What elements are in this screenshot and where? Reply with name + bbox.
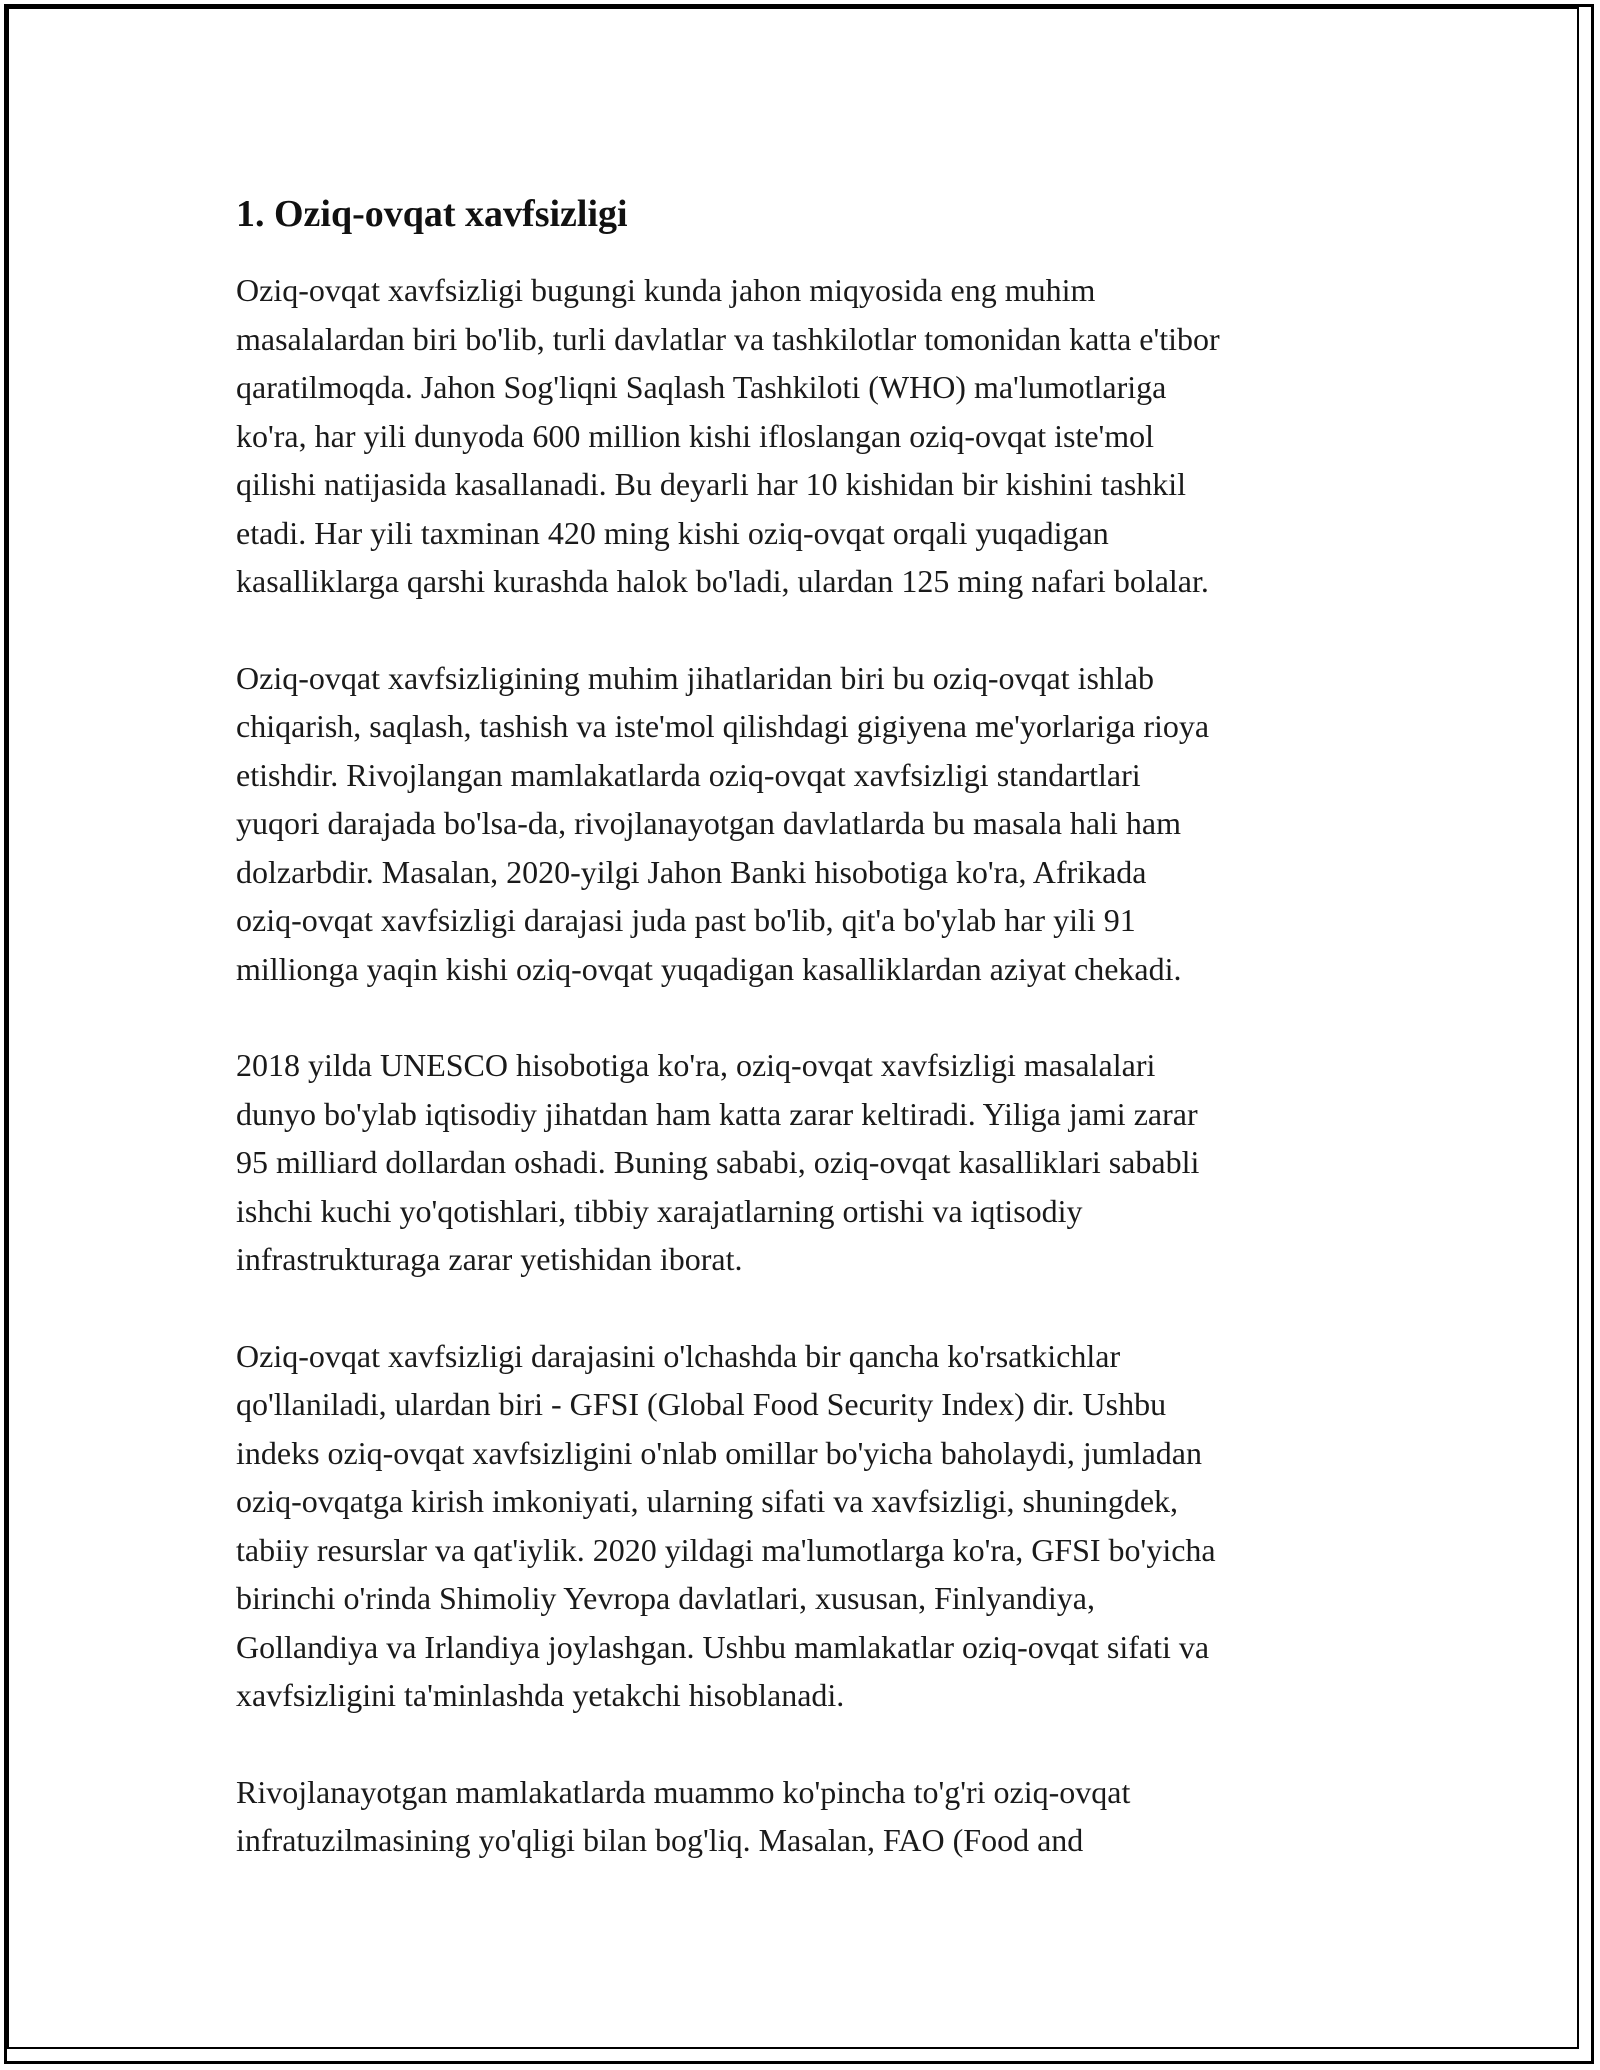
section-title: 1. Oziq-ovqat xavfsizligi xyxy=(236,193,628,235)
paragraph-5: Rivojlanayotgan mamlakatlarda muammo ko'pincha to'g'ri oziq-ovqat infratuzilmasining yo'qligi bilan bog'liq. Masalan, FAO (Food and xyxy=(236,1773,1131,1858)
paragraph-2: Oziq-ovqat xavfsizligining muhim jihatlaridan biri bu oziq-ovqat ishlab chiqarish, saqlash, tashish va iste'mol qilishdagi gigiyena me'yorlariga rioya etishdir. Rivojlangan mamlakatlarda oziq-ovqat xavfsizligi standartlari yuqori darajada bo'lsa-da, rivojlanayotgan davlatlarda bu masala hali ham dolzarbdir. Masalan, 2020-yilgi Jahon Banki hisobotiga ko'ra, Afrikada oziq-ovqat xavfsizligi darajasi juda past bo'lib, qit'a bo'ylab har yili 91 millionga yaqin kishi oziq-ovqat yuqadigan kasalliklardan aziyat chekadi. xyxy=(236,659,1210,987)
paragraph-1: Oziq-ovqat xavfsizligi bugungi kunda jahon miqyosida eng muhim masalalardan biri bo'lib, turli davlatlar va tashkilotlar tomonidan katta e'tibor qaratilmoqda. Jahon Sog'liqni Saqlash Tashkiloti (WHO) ma'lumotlariga ko'ra, har yili dunyoda 600 million kishi ifloslangan oziq-ovqat iste'mol qilishi natijasida kasallanadi. Bu deyarli har 10 kishidan bir kishini tashkil etadi. Har yili taxminan 420 ming kishi oziq-ovqat orqali yuqadigan kasalliklarga qarshi kurashda halok bo'ladi, ulardan 125 ming nafari bolalar. xyxy=(236,272,1220,599)
paragraph-3: 2018 yilda UNESCO hisobotiga ko'ra, oziq-ovqat xavfsizligi masalalari dunyo bo'ylab iqtisodiy jihatdan ham katta zarar keltiradi. Yiliga jami zarar 95 milliard dollardan oshadi. Buning sababi, oziq-ovqat kasalliklari sababli ishchi kuchi yo'qotishlari, tibbiy xarajatlarning ortishi va iqtisodiy infrastrukturaga zarar yetishidan iborat. xyxy=(236,1047,1200,1277)
document-body xyxy=(236,190,1376,1913)
paragraph-4: Oziq-ovqat xavfsizligi darajasini o'lchashda bir qancha ko'rsatkichlar qo'llaniladi, ulardan biri - GFSI (Global Food Security Index) dir. Ushbu indeks oziq-ovqat xavfsizligini o'nlab omillar bo'yicha baholaydi, jumladan oziq-ovqatga kirish imkoniyati, ularning sifati va xavfsizligi, shuningdek, tabiiy resurslar va qat'iylik. 2020 yildagi ma'lumotlarga ko'ra, GFSI bo'yicha birinchi o'rinda Shimoliy Yevropa davlatlari, xususan, Finlyandiya, Gollandiya va Irlandiya joylashgan. Ushbu mamlakatlar oziq-ovqat sifati va xavfsizligini ta'minlashda yetakchi hisoblanadi. xyxy=(236,1337,1216,1713)
